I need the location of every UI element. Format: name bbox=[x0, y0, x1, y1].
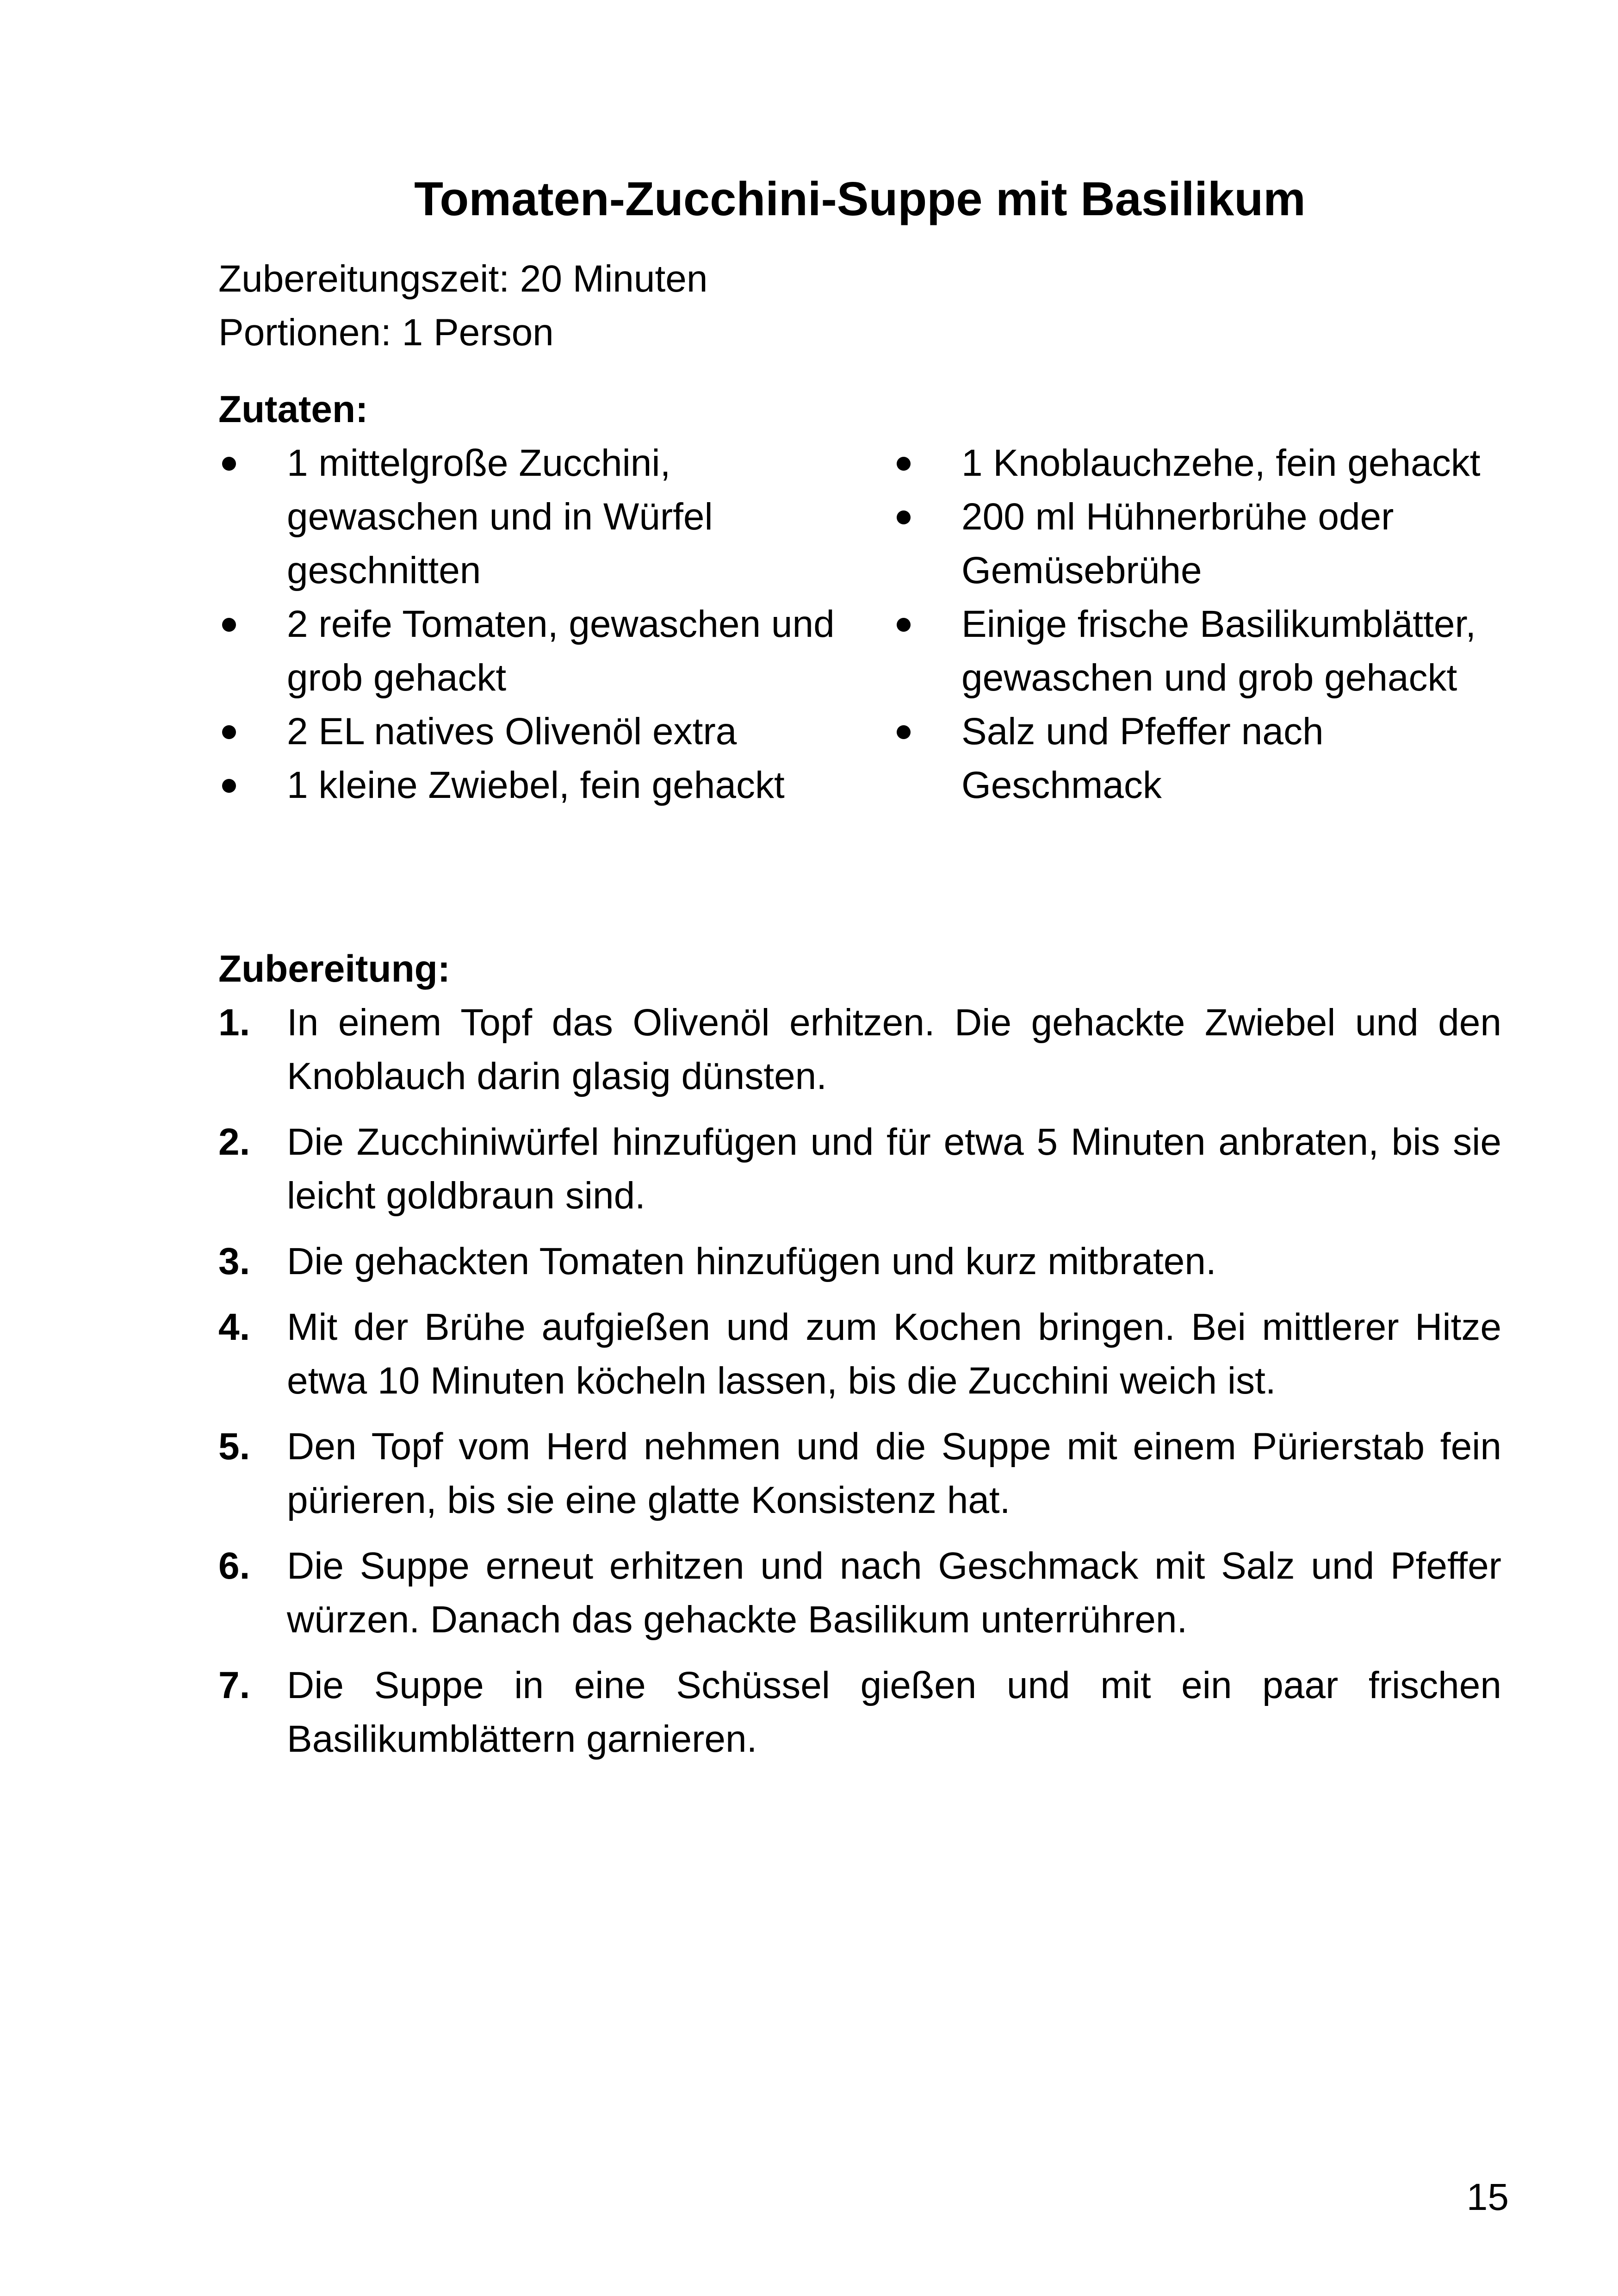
ingredient-text: 2 reife Tomaten, gewaschen und grob gehackt bbox=[287, 603, 835, 699]
step-text: Die Suppe in eine Schüssel gießen und mit ein paar frischen Basilikumblättern garnieren. bbox=[287, 1664, 1501, 1760]
ingredient-text: 1 Knoblauchzehe, fein gehackt bbox=[961, 442, 1481, 484]
step-text: Den Topf vom Herd nehmen und die Suppe mit einem Pürierstab fein pürieren, bis sie eine glatte Konsistenz hat. bbox=[287, 1425, 1501, 1521]
ingredient-item bbox=[893, 597, 1501, 705]
prep-time: Zubereitungszeit: 20 Minuten bbox=[218, 258, 708, 300]
step-text: Die Zucchiniwürfel hinzufügen und für etwa 5 Minuten anbraten, bis sie leicht goldbraun sind. bbox=[287, 1121, 1501, 1217]
step-text: Mit der Brühe aufgießen und zum Kochen bringen. Bei mittlerer Hitze etwa 10 Minuten köcheln lassen, bis die Zucchini weich ist. bbox=[287, 1306, 1501, 1402]
step-item bbox=[218, 1539, 1501, 1647]
recipe-title: Tomaten-Zucchini-Suppe mit Basilikum bbox=[414, 172, 1306, 225]
preparation-steps bbox=[218, 996, 1501, 1778]
step-item bbox=[218, 1420, 1501, 1527]
ingredient-item bbox=[893, 436, 1501, 490]
step-item bbox=[218, 1659, 1501, 1766]
ingredient-text: 2 EL natives Olivenöl extra bbox=[287, 710, 737, 753]
ingredients-list bbox=[218, 436, 1501, 812]
ingredient-item bbox=[218, 436, 857, 597]
step-number: 5. bbox=[218, 1425, 250, 1468]
bullet-icon bbox=[222, 618, 236, 632]
step-item bbox=[218, 1235, 1501, 1288]
recipe-meta bbox=[218, 252, 708, 360]
bullet-icon bbox=[222, 457, 236, 471]
portions: Portionen: 1 Person bbox=[218, 311, 554, 354]
ingredients-column-left bbox=[218, 436, 857, 812]
ingredient-item bbox=[218, 597, 857, 705]
ingredient-text: Einige frische Basilikumblätter, gewaschen und grob gehackt bbox=[961, 603, 1476, 699]
step-number: 3. bbox=[218, 1240, 250, 1282]
step-text: Die Suppe erneut erhitzen und nach Geschmack mit Salz und Pfeffer würzen. Danach das gehackte Basilikum unterrühren. bbox=[287, 1545, 1501, 1641]
ingredient-text: 200 ml Hühnerbrühe oder Gemüsebrühe bbox=[961, 496, 1394, 591]
bullet-icon bbox=[897, 618, 911, 632]
step-item bbox=[218, 1115, 1501, 1223]
step-text: Die gehackten Tomaten hinzufügen und kurz mitbraten. bbox=[287, 1240, 1216, 1282]
bullet-icon bbox=[222, 725, 236, 739]
ingredient-text: 1 kleine Zwiebel, fein gehackt bbox=[287, 764, 785, 806]
bullet-icon bbox=[897, 457, 911, 471]
step-number: 6. bbox=[218, 1545, 250, 1587]
step-text: In einem Topf das Olivenöl erhitzen. Die gehackte Zwiebel und den Knoblauch darin glasig dünsten. bbox=[287, 1002, 1501, 1097]
ingredient-text: Salz und Pfeffer nach Geschmack bbox=[961, 710, 1324, 806]
step-item bbox=[218, 1300, 1501, 1408]
bullet-icon bbox=[897, 510, 911, 524]
step-number: 4. bbox=[218, 1306, 250, 1348]
step-item bbox=[218, 996, 1501, 1103]
bullet-icon bbox=[222, 779, 236, 793]
bullet-icon bbox=[897, 725, 911, 739]
ingredients-heading: Zutaten: bbox=[218, 388, 368, 430]
step-number: 7. bbox=[218, 1664, 250, 1706]
preparation-heading: Zubereitung: bbox=[218, 948, 451, 990]
page-number: 15 bbox=[1466, 2176, 1509, 2218]
ingredient-item bbox=[893, 490, 1501, 597]
step-number: 1. bbox=[218, 1002, 250, 1044]
ingredients-column-right bbox=[893, 436, 1501, 812]
ingredient-item bbox=[893, 705, 1501, 812]
ingredient-item bbox=[218, 705, 857, 759]
step-number: 2. bbox=[218, 1121, 250, 1163]
ingredient-text: 1 mittelgroße Zucchini, gewaschen und in Würfel geschnitten bbox=[287, 442, 713, 591]
ingredient-item bbox=[218, 759, 857, 812]
